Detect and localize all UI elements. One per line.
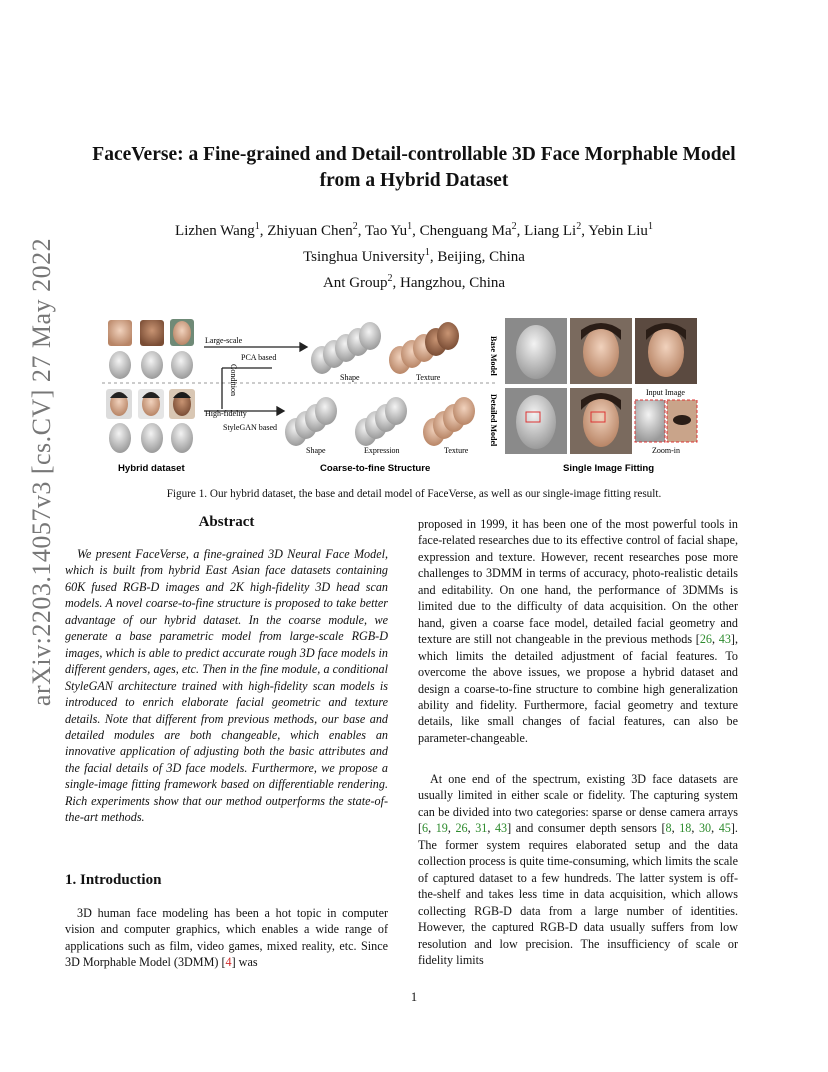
dataset-scans-top: [109, 351, 193, 379]
citation-link[interactable]: 26: [455, 821, 468, 836]
title-line-2: from a Hybrid Dataset: [319, 170, 509, 191]
citation-link[interactable]: 19: [435, 821, 448, 836]
arxiv-identifier: arXiv:2203.14057v3 [cs.CV] 27 May 2022: [27, 237, 56, 707]
citation-link[interactable]: 4: [225, 955, 232, 970]
author-affiliation-mark: 2: [576, 221, 582, 232]
label-hybrid-dataset: Hybrid dataset: [118, 463, 185, 474]
citation-link[interactable]: 6: [422, 821, 429, 836]
citation-link[interactable]: 30: [698, 821, 712, 836]
author-affiliation-mark: 2: [511, 221, 517, 232]
affiliation-2: Ant Group$^2$, Hangzhou, China: [322, 273, 506, 291]
abstract-text: We present FaceVerse, a fine-grained 3D Neural Face Model, which is built from hybrid East Asian face datasets containing 60K fused RGB-D images and 2K high-fidelity 3D head scan models. A novel coarse-to-fine structure is proposed to take better advantage of our hybrid dataset. In the coarse module, we generate a base parametric model from large-scale RGB-D images, which is able to predict accurate rough 3D face models in different genders, ages, etc. Then in the fine module, a conditional StyleGAN architecture trained with high-fidelity scan models is introduced to enrich elaborate facial geometric and texture details. Note that different from previous methods, our base and detailed modules are both changeable, which enables an innovative application of adjusting both the basic attributes and the facial details of 3D face models. Furthermore, we propose a single-image fitting framework based on differentiable rendering. Rich experiments show that our method outperforms the state-of-the-art methods.: [65, 547, 388, 825]
dataset-photos-bottom: [106, 389, 195, 419]
author: Chenguang Ma: [419, 223, 512, 239]
label-condition: Condition: [229, 364, 238, 397]
right-paragraph-1: proposed in 1999, it has been one of the most powerful tools in face-related researches due to its effective control of facial shape, expression and texture. However, recent researches pose more challenges to 3DMM in terms of accuracy, photo-realistic details and editability. On one hand, the performance of 3DMMs is limited due to the difficulty of data acquisition. On the other hand, given a coarse face model, detailed facial geometry and texture are still not changeable in the previous methods [26, 43], which limits the detailed adjustment of facial features. To overcome the above issues, we propose a hybrid dataset and design a coarse-to-fine structure to combine high generalization ability and fidelity. Furthermore, facial geometry and texture details, like small changes of facial features, can also be parameter-changeable.: [418, 517, 738, 745]
label-texture-bottom: Texture: [444, 446, 469, 455]
intro-paragraph: 3D human face modeling has been a hot topic in computer vision and computer graphics, which enables a wide range of applications such as film, video games, mixed reality, etc. Since 3D Morphable Model (3DMM) [4] was: [65, 906, 388, 970]
author-block: [60, 216, 768, 294]
author-affiliation-mark: 1: [407, 221, 413, 232]
dataset-scans-bottom: [109, 423, 193, 453]
label-detailed-model: Detailed Model: [489, 394, 498, 447]
page-number: 1: [410, 990, 418, 1004]
label-shape-top: Shape: [340, 373, 360, 382]
fitting-detail-row: [505, 388, 697, 454]
detail-expression-stack: [355, 397, 407, 446]
base-shape-stack: [311, 322, 381, 374]
citation-link[interactable]: 43: [718, 632, 731, 647]
author: Zhiyuan Chen: [267, 223, 353, 239]
author: Tao Yu: [364, 223, 408, 239]
label-pca-based: PCA based: [241, 353, 277, 362]
citation-link[interactable]: 31: [475, 821, 488, 836]
label-texture-top: Texture: [416, 373, 441, 382]
citation-link[interactable]: 26: [699, 632, 712, 647]
affiliation-1: Tsinghua University$^1$, Beijing, China: [303, 247, 525, 265]
paper-title: [60, 142, 768, 194]
author: Lizhen Wang: [175, 223, 255, 239]
figure-caption: Figure 1. Our hybrid dataset, the base and detail model of FaceVerse, as well as our single-image fitting result.: [166, 488, 662, 500]
label-shape-bottom: Shape: [306, 446, 326, 455]
author-affiliation-mark: 1: [254, 221, 260, 232]
title-line-1: FaceVerse: a Fine-grained and Detail-controllable 3D Face Morphable Model: [92, 144, 736, 165]
figure-1: [100, 316, 730, 478]
abstract-heading: Abstract: [198, 514, 255, 530]
label-base-model: Base Model: [489, 336, 498, 376]
citation-link[interactable]: 45: [718, 821, 731, 836]
intro-heading: 1. Introduction: [65, 872, 162, 888]
label-large-scale: Large-scale: [205, 336, 243, 345]
base-texture-stack: [389, 322, 459, 374]
citation-link[interactable]: 43: [494, 821, 508, 836]
detail-texture-stack: [423, 397, 475, 446]
right-paragraph-2: At one end of the spectrum, existing 3D face datasets are usually limited in either scale or fidelity. The capturing system can be divided into two categories: sparse or dense camera arrays [6, 19, 26, 31, 43] and consumer depth sensors [8, 18, 30, 45]. The former system requires elaborated setup and the data collection process is quite time-consuming, which limits the scale of captured dataset to a few hundreds. The latter system is off-the-shelf and takes less time in data acquisition, which allows collecting RGB-D data from a large number of identities. However, the captured RGB-D data usually suffers from low resolution and low precision. The insufficiency of scale or fidelity limits: [418, 772, 738, 967]
citation-link[interactable]: 8: [665, 821, 672, 836]
label-single-image-fitting: Single Image Fitting: [563, 463, 655, 474]
dataset-photos-top: [108, 319, 194, 346]
author-affiliation-mark: 1: [647, 221, 653, 232]
author-list: Lizhen Wang$^1$, Zhiyuan Chen$^2$, Tao Yu$^1$, Chenguang Ma$^2$, Liang Li$^2$, Yebin Liu$^1$: [175, 221, 653, 239]
author: Liang Li: [524, 223, 577, 239]
detail-shape-stack: [285, 397, 337, 446]
label-high-fidelity: High-fidelity: [205, 409, 247, 418]
fitting-base-row: [505, 318, 697, 384]
citation-link[interactable]: 18: [679, 821, 692, 836]
label-input-image: Input Image: [646, 388, 685, 397]
label-coarse-to-fine: Coarse-to-fine Structure: [320, 463, 431, 474]
author: Yebin Liu: [588, 223, 648, 239]
label-expression: Expression: [364, 446, 400, 455]
author-affiliation-mark: 2: [352, 221, 358, 232]
label-zoom-in: Zoom-in: [652, 446, 680, 455]
label-stylegan-based: StyleGAN based: [223, 423, 277, 432]
